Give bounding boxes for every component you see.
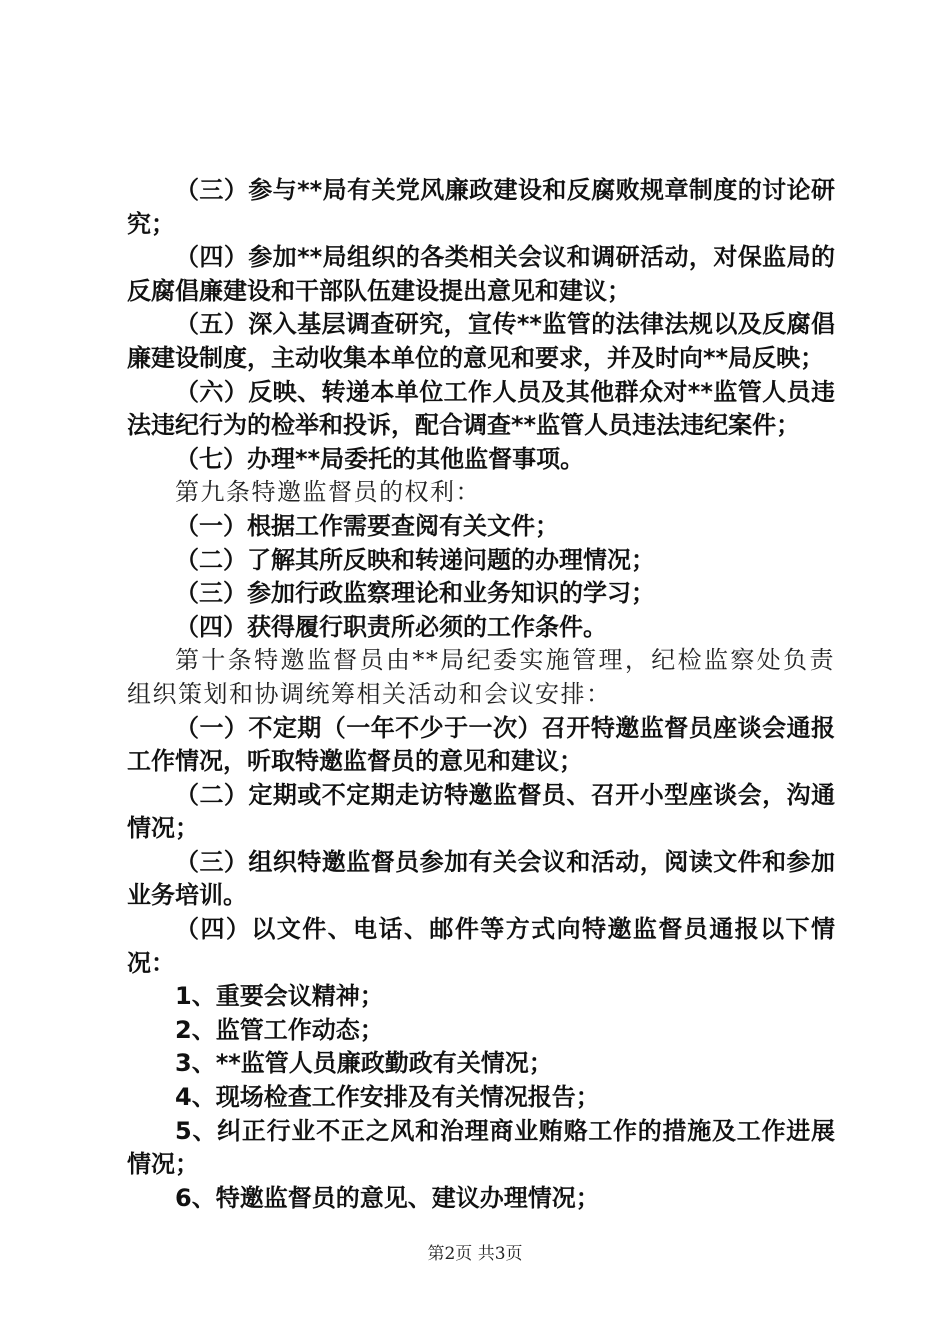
report-item-3: 3、**监管人员廉政勤政有关情况；: [175, 1049, 553, 1078]
right-4: （四）获得履行职责所必须的工作条件。: [175, 612, 607, 641]
paragraph-4: （四）参加**局组织的各类相关会议和调研活动，对保监局的反腐倡廉建设和干部队伍建设提出意见和建议；: [127, 243, 835, 305]
paragraph-6: （六）反映、转递本单位工作人员及其他群众对**监管人员违法违纪行为的检举和投诉，配合调查**监管人员违法违纪案件；: [127, 377, 835, 440]
paragraph-7: （七）办理**局委托的其他监督事项。: [175, 444, 585, 473]
report-item-5: 5、纠正行业不正之风和治理商业贿赂工作的措施及工作进展情况；: [127, 1116, 835, 1179]
right-3: （三）参加行政监察理论和业务知识的学习；: [175, 579, 655, 608]
report-item-6: 6、特邀监督员的意见、建议办理情况；: [175, 1183, 600, 1212]
paragraph-5: （五）深入基层调查研究，宣传**监管的法律法规以及反腐倡廉建设制度，主动收集本单位的意见和要求，并及时向**局反映；: [127, 310, 835, 372]
management-2: （二）定期或不定期走访特邀监督员、召开小型座谈会，沟通情况；: [127, 780, 835, 843]
management-1: （一）不定期（一年不少于一次）召开特邀监督员座谈会通报工作情况，听取特邀监督员的意见和建议；: [127, 713, 835, 776]
article-9-heading: 第九条特邀监督员的权利：: [175, 478, 481, 507]
document-body: [127, 174, 835, 1215]
article-10-heading: 第十条特邀监督员由**局纪委实施管理，纪检监察处负责组织策划和协调统筹相关活动和会议安排：: [127, 646, 835, 708]
report-item-2: 2、监管工作动态；: [175, 1015, 384, 1044]
report-item-1: 1、重要会议精神；: [175, 982, 384, 1011]
page-number-footer: 第2页 共3页: [427, 1244, 523, 1264]
right-1: （一）根据工作需要查阅有关文件；: [175, 511, 559, 540]
management-3: （三）组织特邀监督员参加有关会议和活动，阅读文件和参加业务培训。: [127, 847, 835, 910]
paragraph-3: （三）参与**局有关党风廉政建设和反腐败规章制度的讨论研究；: [127, 176, 835, 238]
management-4: （四）以文件、电话、邮件等方式向特邀监督员通报以下情况：: [127, 915, 835, 977]
right-2: （二）了解其所反映和转递问题的办理情况；: [175, 545, 655, 574]
report-item-4: 4、现场检查工作安排及有关情况报告；: [175, 1083, 600, 1112]
